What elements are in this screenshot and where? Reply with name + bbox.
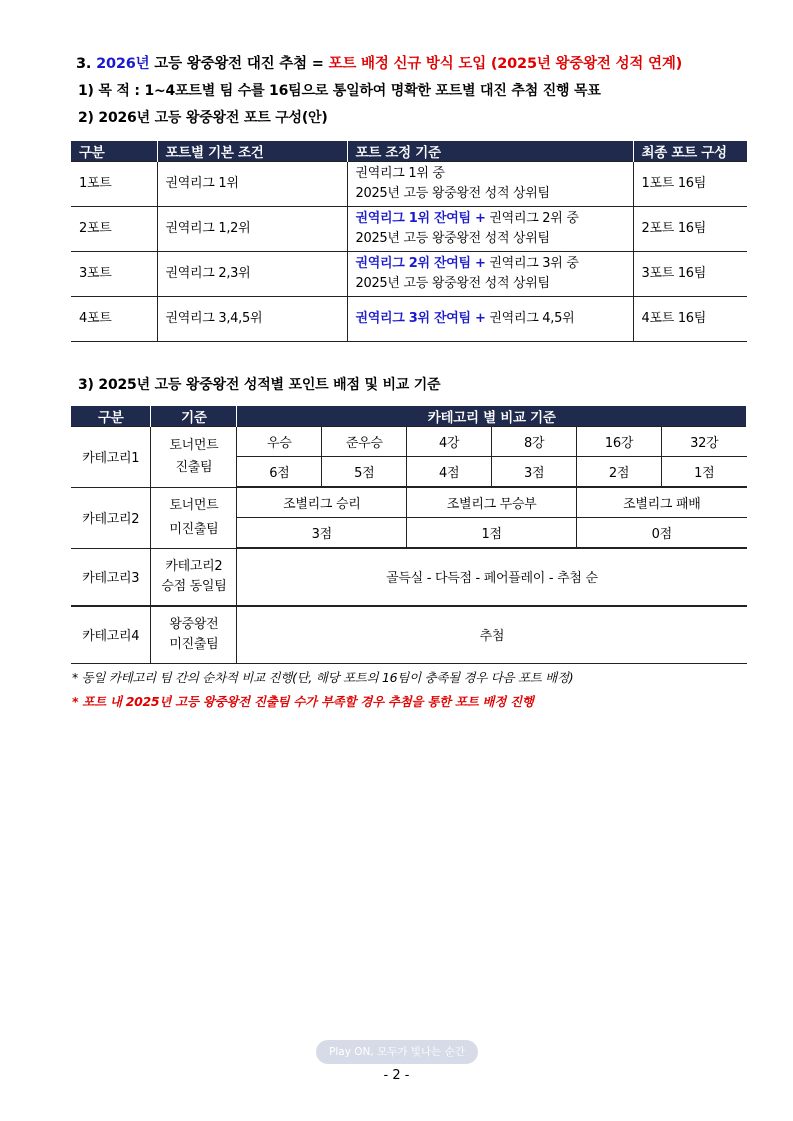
heading-highlight: 포트 배정 신규 방식 도입 (2025년 왕중왕전 성적 연계) — [328, 56, 683, 72]
purpose-line: 1) 목 적 : 1~4포트별 팀 수를 16팀으로 통일하여 명확한 포트별 대진 추첨 진행 목표 — [78, 83, 601, 99]
port-label: 4포트 — [71, 297, 157, 342]
table-row — [71, 427, 747, 457]
points-title: 3) 2025년 고등 왕중왕전 성적별 포인트 배점 및 비교 기준 — [78, 377, 441, 393]
point-cell: 1점 — [661, 457, 746, 488]
port-adjustment: 권역리그 3위 잔여팀 + 권역리그 4,5위 — [347, 297, 633, 342]
port-table — [71, 141, 747, 342]
header-final: 최종 포트 구성 — [633, 141, 747, 162]
header-criteria: 기준 — [151, 406, 237, 427]
result-cell: 조별리그 승리 — [237, 487, 407, 518]
heading-year: 2026년 — [96, 56, 150, 72]
rank-cell: 32강 — [661, 427, 746, 457]
rank-cell: 우승 — [237, 427, 322, 457]
section-heading — [76, 52, 682, 73]
rank-cell: 16강 — [577, 427, 662, 457]
port-base: 권역리그 1위 — [157, 162, 347, 207]
port-adjustment: 권역리그 1위 중 2025년 고등 왕중왕전 성적 상위팀 — [347, 162, 633, 207]
table-row — [71, 548, 747, 606]
category-criteria: 토너먼트 진출팀 — [151, 427, 237, 488]
table-row — [71, 606, 747, 664]
port-adjustment: 권역리그 1위 잔여팀 + 권역리그 2위 중 2025년 고등 왕중왕전 성적 상위팀 — [347, 207, 633, 252]
category-criteria: 토너먼트 미진출팀 — [151, 487, 237, 548]
rank-cell: 8강 — [492, 427, 577, 457]
port-label: 2포트 — [71, 207, 157, 252]
table-row — [71, 207, 747, 252]
result-cell: 조별리그 패배 — [577, 487, 747, 518]
port-base: 권역리그 2,3위 — [157, 252, 347, 297]
result-cell: 조별리그 무승부 — [407, 487, 577, 518]
header-adjustment: 포트 조정 기준 — [347, 141, 633, 162]
category-name: 카테고리4 — [71, 606, 151, 664]
table-row — [71, 162, 747, 207]
category-criteria: 왕중왕전 미진출팀 — [151, 606, 237, 664]
points-table-header — [71, 406, 747, 427]
point-cell: 6점 — [237, 457, 322, 488]
point-cell: 3점 — [492, 457, 577, 488]
rank-cell: 준우승 — [322, 427, 407, 457]
table-row — [71, 297, 747, 342]
port-final: 2포트 16팀 — [633, 207, 747, 252]
port-base: 권역리그 3,4,5위 — [157, 297, 347, 342]
points-table — [71, 406, 747, 664]
rule-cell: 골득실 - 다득점 - 페어플레이 - 추첨 순 — [237, 548, 747, 606]
heading-number: 3. — [76, 56, 92, 72]
port-label: 1포트 — [71, 162, 157, 207]
port-final: 1포트 16팀 — [633, 162, 747, 207]
heading-text: 고등 왕중왕전 대진 추첨 = — [149, 56, 329, 72]
port-composition-title: 2) 2026년 고등 왕중왕전 포트 구성(안) — [78, 110, 328, 126]
point-cell: 3점 — [237, 518, 407, 549]
point-cell: 0점 — [577, 518, 747, 549]
table-row — [71, 252, 747, 297]
point-cell: 4점 — [407, 457, 492, 488]
port-table-header — [71, 141, 747, 162]
port-base: 권역리그 1,2위 — [157, 207, 347, 252]
port-final: 3포트 16팀 — [633, 252, 747, 297]
point-cell: 5점 — [322, 457, 407, 488]
category-name: 카테고리3 — [71, 548, 151, 606]
note-lottery: * 포트 내 2025년 고등 왕중왕전 진출팀 수가 부족할 경우 추첨을 통한 포트 배정 진행 — [72, 694, 534, 709]
slogan-badge: Play ON, 모두가 빛나는 순간 — [316, 1040, 478, 1064]
header-category: 구분 — [71, 406, 151, 427]
header-base-condition: 포트별 기본 조건 — [157, 141, 347, 162]
port-final: 4포트 16팀 — [633, 297, 747, 342]
page-number: - 2 - — [383, 1068, 410, 1083]
category-name: 카테고리1 — [71, 427, 151, 488]
note-sequential: * 동일 카테고리 팀 간의 순차적 비교 진행(단, 해당 포트의 16팀이 충족될 경우 다음 포트 배정) — [72, 670, 574, 685]
point-cell: 2점 — [577, 457, 662, 488]
category-criteria: 카테고리2 승점 동일팀 — [151, 548, 237, 606]
header-category: 구분 — [71, 141, 157, 162]
point-cell: 1점 — [407, 518, 577, 549]
table-row — [71, 487, 747, 518]
header-comparison: 카테고리 별 비교 기준 — [237, 406, 747, 427]
rule-cell: 추첨 — [237, 606, 747, 664]
port-label: 3포트 — [71, 252, 157, 297]
rank-cell: 4강 — [407, 427, 492, 457]
port-adjustment: 권역리그 2위 잔여팀 + 권역리그 3위 중 2025년 고등 왕중왕전 성적 상위팀 — [347, 252, 633, 297]
category-name: 카테고리2 — [71, 487, 151, 548]
